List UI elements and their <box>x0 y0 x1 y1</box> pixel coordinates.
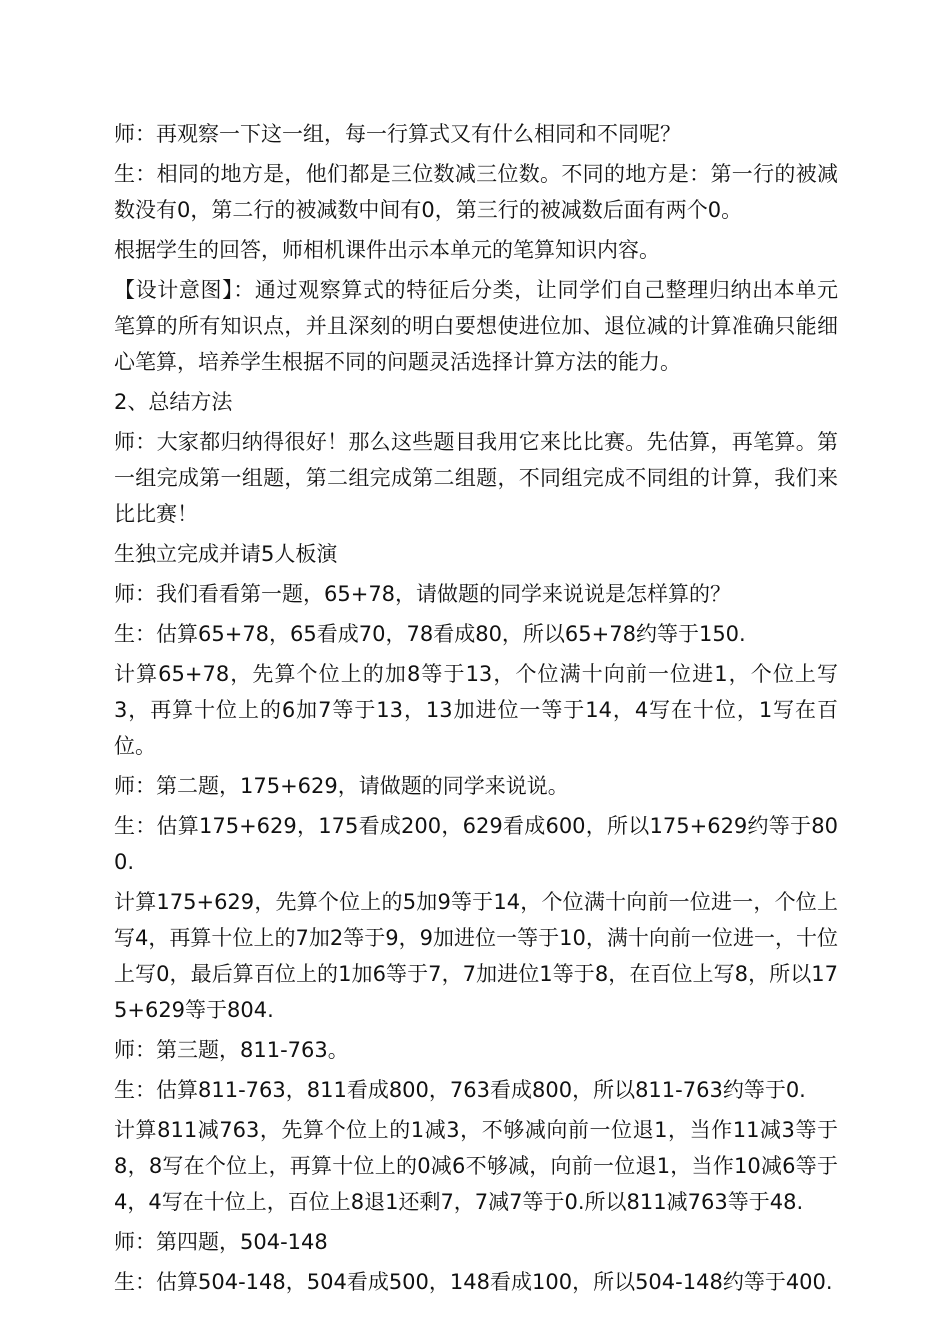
paragraph-student-estimate-2: 生：估算175+629，175看成200，629看成600，所以175+629约等于800. <box>114 814 838 874</box>
paragraph-student-estimate-4: 生：估算504-148，504看成500，148看成100，所以504-148约等于400. <box>114 1270 833 1294</box>
document-body <box>114 116 838 1304</box>
paragraph-teacher-question-4: 师：第四题，504-148 <box>114 1230 328 1254</box>
paragraph-teacher-competition: 师：大家都归纳得很好！那么这些题目我用它来比比赛。先估算，再笔算。第一组完成第一组题，第二组完成第二组题，不同组完成不同组的计算，我们来比比赛！ <box>114 430 838 526</box>
paragraph-calculation-2: 计算175+629，先算个位上的5加9等于14，个位满十向前一位进一，个位上写4，再算十位上的7加2等于9，9加进位一等于10，满十向前一位进一，十位上写0，最后算百位上的1加6等于7，7加进位1等于8，在百位上写8，所以175+629等于804. <box>114 890 838 1022</box>
paragraph-teacher-question-1: 师：我们看看第一题，65+78，请做题的同学来说说是怎样算的？ <box>114 582 732 606</box>
paragraph-calculation-1: 计算65+78，先算个位上的加8等于13，个位满十向前一位进1，个位上写3，再算十位上的6加7等于13，13加进位一等于14，4写在十位，1写在百位。 <box>114 662 838 758</box>
paragraph-teacher-observe-group: 师：再观察一下这一组，每一行算式又有什么相同和不同呢？ <box>114 122 681 146</box>
paragraph-student-estimate-3: 生：估算811-763，811看成800，763看成800，所以811-763约等于0. <box>114 1078 806 1102</box>
paragraph-student-answer-similarities: 生：相同的地方是，他们都是三位数减三位数。不同的地方是：第一行的被减数没有0，第二行的被减数中间有0，第三行的被减数后面有两个0。 <box>114 162 838 222</box>
paragraph-students-board-work: 生独立完成并请5人板演 <box>114 542 338 566</box>
paragraph-student-estimate-1: 生：估算65+78，65看成70，78看成80，所以65+78约等于150. <box>114 622 746 646</box>
section-heading-summary-method: 2、总结方法 <box>114 390 233 414</box>
paragraph-teacher-question-2: 师：第二题，175+629，请做题的同学来说说。 <box>114 774 569 798</box>
paragraph-design-intent: 【设计意图】：通过观察算式的特征后分类，让同学们自己整理归纳出本单元笔算的所有知识点，并且深刻的明白要想使进位加、退位减的计算准确只能细心笔算，培养学生根据不同的问题灵活选择计算方法的能力。 <box>114 278 838 374</box>
paragraph-teacher-question-3: 师：第三题，811-763。 <box>114 1038 349 1062</box>
paragraph-calculation-3: 计算811减763，先算个位上的1减3，不够减向前一位退1，当作11减3等于8，8写在个位上，再算十位上的0减6不够减，向前一位退1，当作10减6等于4，4写在十位上，百位上8退1还剩7，7减7等于0.所以811减763等于48. <box>114 1118 838 1214</box>
paragraph-teacher-shows-courseware: 根据学生的回答，师相机课件出示本单元的笔算知识内容。 <box>114 238 660 262</box>
